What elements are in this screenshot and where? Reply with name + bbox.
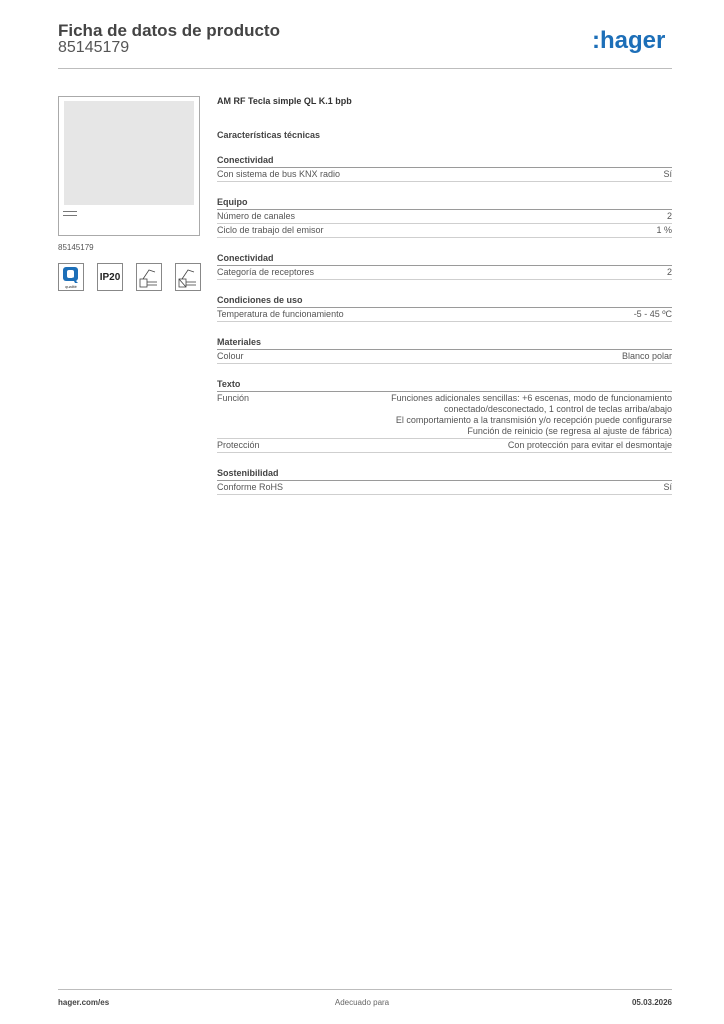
row-value: Sí (663, 482, 672, 492)
table-row (217, 168, 672, 182)
table-row (217, 266, 672, 280)
footer-website: hager.com/es (58, 998, 110, 1007)
mounting-surface-icon (136, 263, 162, 291)
row-value: Sí (663, 169, 672, 179)
row-value (249, 393, 672, 437)
row-value: Con protección para evitar el desmontaje (507, 440, 672, 450)
product-code: 85145179 (58, 39, 130, 56)
logo-text: :hager (592, 27, 666, 54)
value-line: El comportamiento a la transmisión y/o recepción puede configurarse (395, 415, 672, 425)
row-label: Conforme RoHS (217, 482, 284, 492)
ip-rating-icon (97, 263, 123, 291)
group-title: Conectividad (217, 253, 672, 266)
group-materiales (217, 337, 672, 364)
row-value: -5 - 45 ºC (633, 309, 672, 319)
value-line: conectado/desconectado, 1 control de teclas arriba/abajo (443, 404, 672, 414)
row-label: Categoría de receptores (217, 267, 315, 277)
table-row (217, 350, 672, 364)
group-sostenibilidad (217, 468, 672, 495)
group-title: Materiales (217, 337, 672, 350)
row-label: Temperatura de funcionamiento (217, 309, 344, 319)
row-label: Número de canales (217, 211, 296, 221)
row-value: 2 (666, 267, 672, 277)
footer-date: 05.03.2026 (631, 998, 672, 1007)
quality-label-text: qualité (65, 284, 77, 289)
row-value: 1 % (656, 225, 672, 235)
row-label: Ciclo de trabajo del emisor (217, 225, 324, 235)
row-label: Función (217, 393, 250, 403)
mounting-flush-icon (175, 263, 201, 291)
row-label: Con sistema de bus KNX radio (217, 169, 341, 179)
product-image-placeholder (64, 101, 194, 205)
product-image-mark (63, 211, 77, 216)
section-heading: Características técnicas (217, 130, 321, 140)
footer-suitable-for: Adecuado para (334, 998, 390, 1007)
group-title: Sostenibilidad (217, 468, 672, 481)
group-equipo (217, 197, 672, 238)
group-texto (217, 379, 672, 453)
value-line: Función de reinicio (se regresa al ajuste de fábrica) (467, 426, 672, 436)
value-line: Funciones adicionales sencillas: +6 escenas, modo de funcionamiento (391, 393, 672, 403)
table-row (217, 210, 672, 224)
header-divider (58, 68, 672, 69)
group-condiciones-de-uso (217, 295, 672, 322)
group-title: Conectividad (217, 155, 672, 168)
product-image (58, 96, 200, 236)
table-row (217, 224, 672, 238)
product-image-caption: 85145179 (58, 243, 94, 252)
footer-divider (58, 989, 672, 990)
table-row (217, 481, 672, 495)
table-row (217, 392, 672, 439)
group-title: Equipo (217, 197, 672, 210)
row-label: Colour (217, 351, 244, 361)
product-name: AM RF Tecla simple QL K.1 bpb (217, 96, 352, 106)
row-value: Blanco polar (621, 351, 672, 361)
ip-rating-label: IP20 (99, 272, 121, 283)
quality-label-icon (58, 263, 84, 291)
hager-logo (592, 26, 674, 56)
row-value: 2 (666, 211, 672, 221)
group-title: Condiciones de uso (217, 295, 672, 308)
group-title: Texto (217, 379, 672, 392)
page-title: Ficha de datos de producto (58, 21, 280, 40)
table-row (217, 439, 672, 453)
table-row (217, 308, 672, 322)
group-conectividad (217, 155, 672, 182)
group-conectividad-2 (217, 253, 672, 280)
technical-data (217, 95, 672, 495)
row-label: Protección (217, 440, 260, 450)
